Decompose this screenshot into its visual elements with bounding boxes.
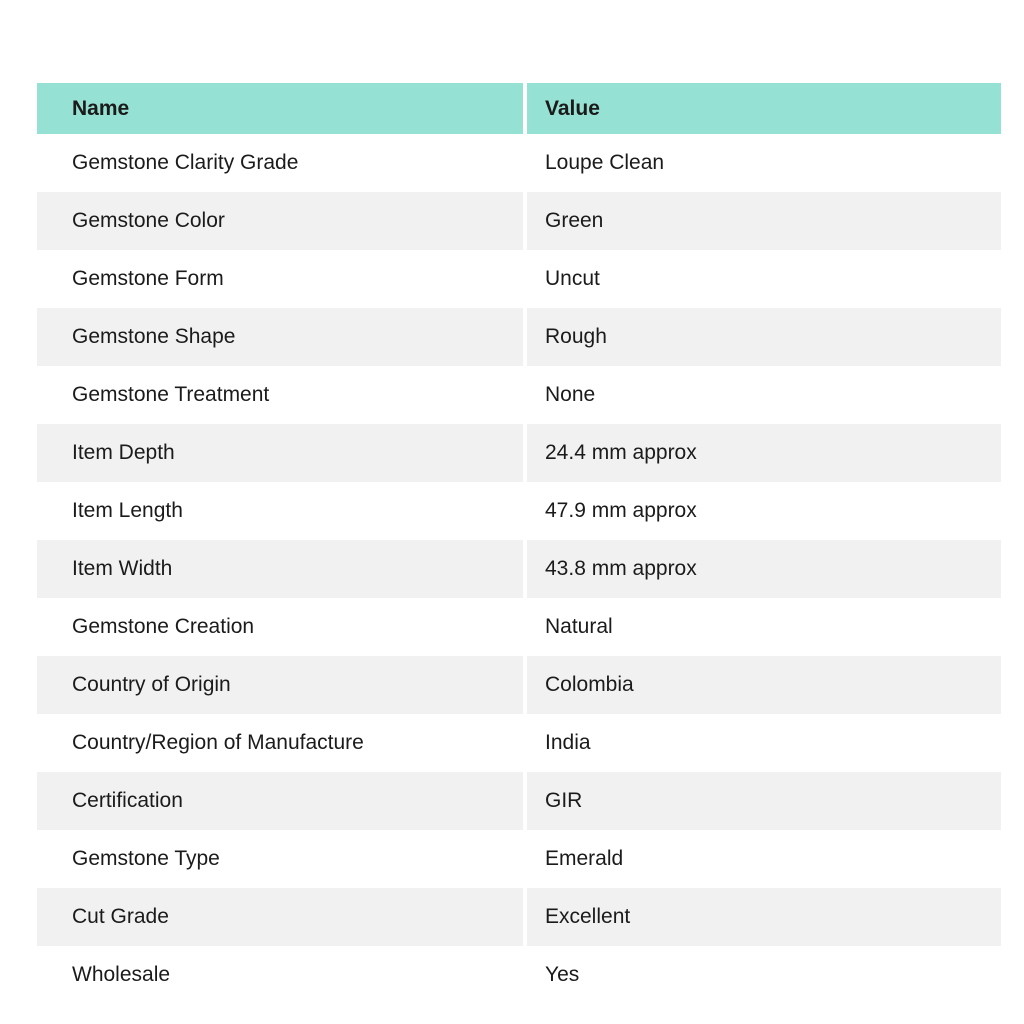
spec-value-cell: India [523, 714, 1001, 772]
spec-value-cell: Green [523, 192, 1001, 250]
spec-value-cell: Loupe Clean [523, 134, 1001, 192]
spec-name-cell: Country/Region of Manufacture [37, 714, 523, 772]
table-row [37, 656, 1001, 714]
table-row [37, 134, 1001, 192]
table-row [37, 598, 1001, 656]
header-row [37, 83, 1001, 134]
table-row [37, 308, 1001, 366]
table-row [37, 946, 1001, 1004]
table-row [37, 714, 1001, 772]
header-value-cell: Value [523, 83, 1001, 134]
table-row [37, 888, 1001, 946]
spec-name-cell: Gemstone Clarity Grade [37, 134, 523, 192]
spec-value-cell: None [523, 366, 1001, 424]
spec-name-cell: Gemstone Type [37, 830, 523, 888]
spec-name-cell: Gemstone Shape [37, 308, 523, 366]
spec-value-cell: Yes [523, 946, 1001, 1004]
spec-name-cell: Certification [37, 772, 523, 830]
spec-value-cell: GIR [523, 772, 1001, 830]
spec-name-cell: Item Width [37, 540, 523, 598]
spec-value-cell: Uncut [523, 250, 1001, 308]
spec-value-cell: 47.9 mm approx [523, 482, 1001, 540]
spec-value-cell: 43.8 mm approx [523, 540, 1001, 598]
item-specifics-table [37, 83, 1001, 1004]
spec-name-cell: Item Length [37, 482, 523, 540]
spec-value-cell: Natural [523, 598, 1001, 656]
spec-name-cell: Item Depth [37, 424, 523, 482]
spec-name-cell: Cut Grade [37, 888, 523, 946]
spec-name-cell: Country of Origin [37, 656, 523, 714]
spec-value-cell: 24.4 mm approx [523, 424, 1001, 482]
table-row [37, 366, 1001, 424]
spec-name-cell: Gemstone Treatment [37, 366, 523, 424]
spec-name-cell: Wholesale [37, 946, 523, 1004]
spec-value-cell: Colombia [523, 656, 1001, 714]
spec-value-cell: Emerald [523, 830, 1001, 888]
table-row [37, 540, 1001, 598]
spec-name-cell: Gemstone Color [37, 192, 523, 250]
spec-table-body [37, 134, 1001, 1004]
spec-name-cell: Gemstone Creation [37, 598, 523, 656]
table-row [37, 830, 1001, 888]
table-row [37, 192, 1001, 250]
table-row [37, 772, 1001, 830]
spec-value-cell: Rough [523, 308, 1001, 366]
table-row [37, 250, 1001, 308]
spec-value-cell: Excellent [523, 888, 1001, 946]
spec-name-cell: Gemstone Form [37, 250, 523, 308]
table-row [37, 482, 1001, 540]
header-name-cell: Name [37, 83, 523, 134]
table-row [37, 424, 1001, 482]
